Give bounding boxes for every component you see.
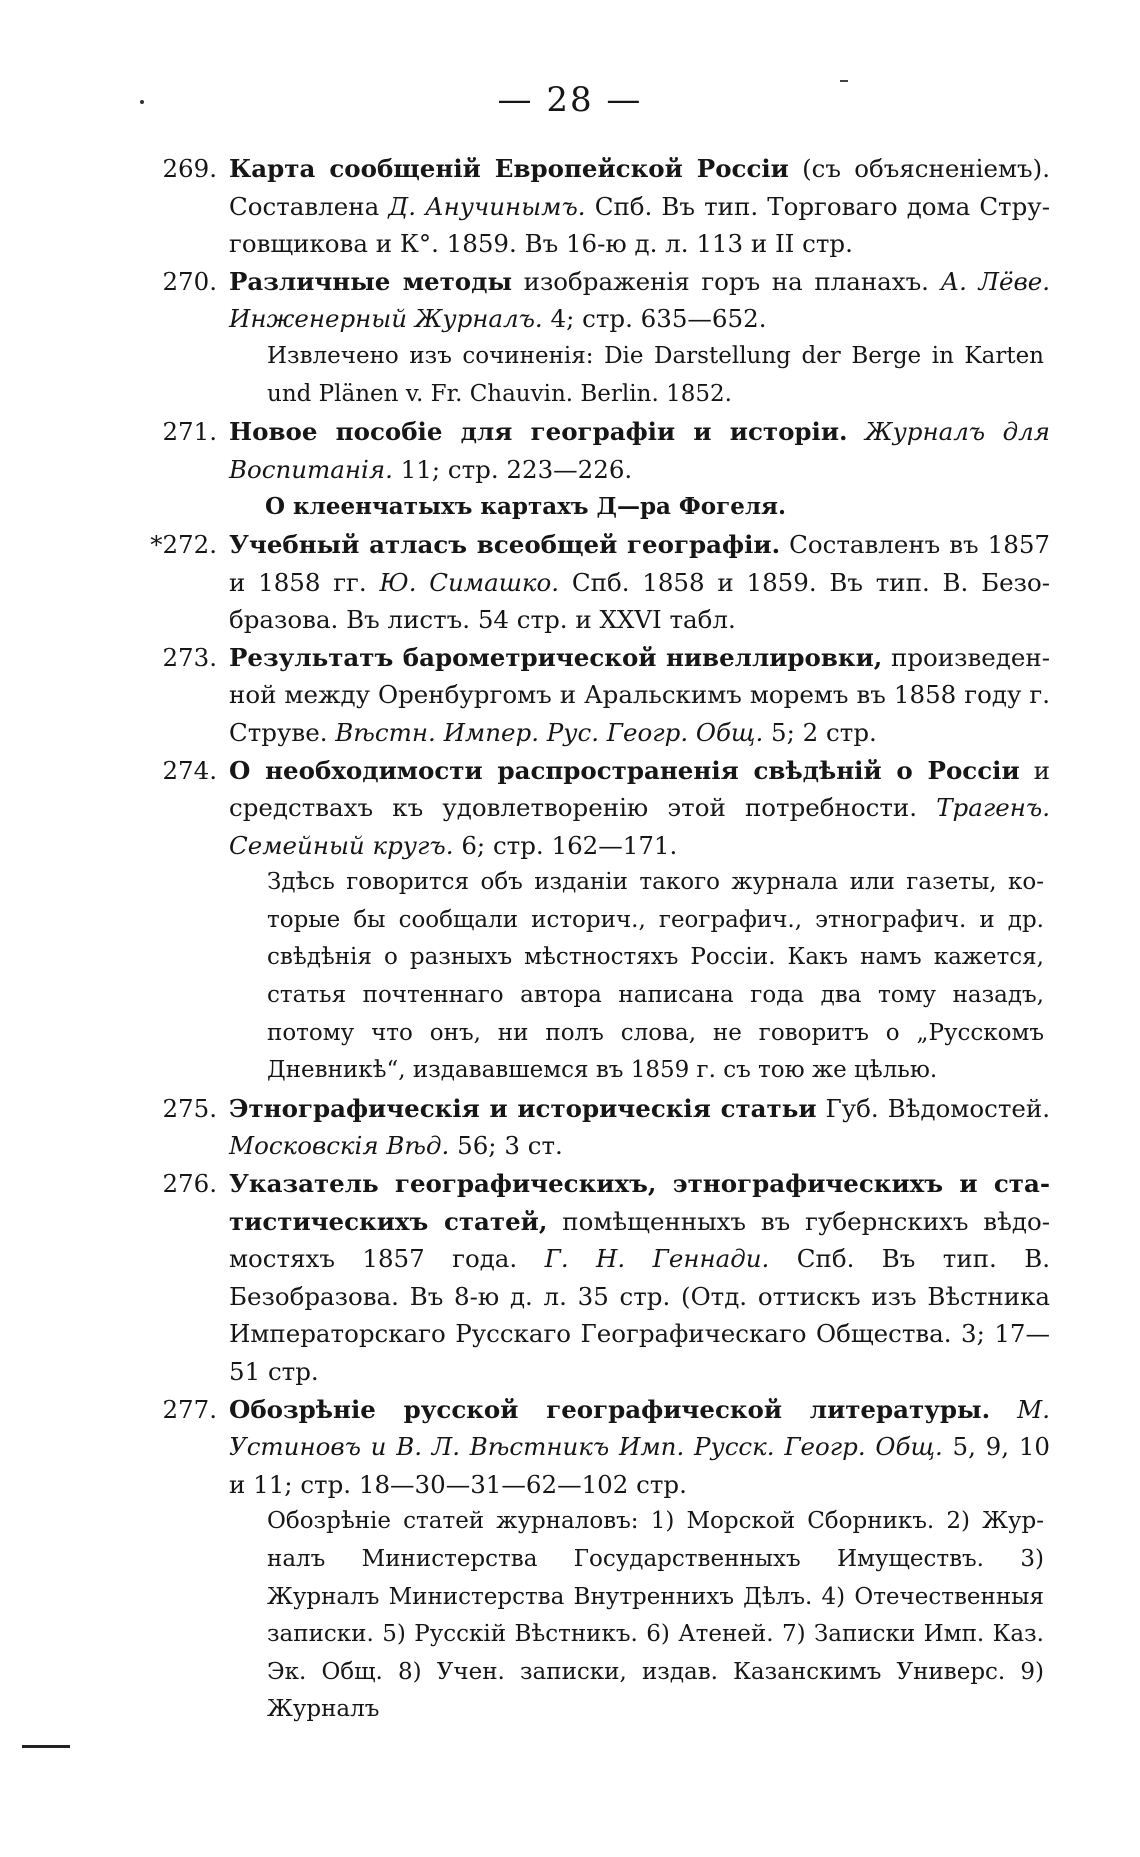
entry-imprint: 5; 2 стр. [763, 717, 877, 747]
margin-dash-mark [22, 1745, 70, 1748]
entry-276 [145, 1165, 1050, 1391]
entry-imprint: Спб. Въ тип. Торговаго дома Струговщикова и К°. 1859. Въ 16-ю д. л. 113 и II стр. [229, 191, 1050, 259]
entry-272 [145, 526, 1050, 639]
entry-imprint: 56; 3 ст. [449, 1131, 563, 1161]
entry-text: и средствахъ къ удовлетворенію этой потребности. [229, 755, 1050, 823]
entry-title: Обозрѣніе русской географической литературы. [229, 1394, 991, 1424]
entry-title: Указатель географическихъ, этнографическихъ и статистическихъ статей, [229, 1169, 1050, 1236]
entry-270 [145, 263, 1050, 413]
entry-274 [145, 752, 1050, 1090]
entry-title: Этнографическія и историческія статьи [229, 1093, 817, 1123]
entry-text: Составленъ въ 1857 и 1858 гг. [229, 529, 1050, 597]
entry-text: произведенной между Оренбургомъ и Аральскимъ моремъ въ 1858 году г. Струве. [229, 642, 1050, 747]
page-number: — 28 — [497, 80, 643, 120]
entry-author: Ю. Симашко. [379, 567, 560, 597]
entry-subtitle: (съ объясненіемъ). [788, 154, 1050, 183]
entry-275 [145, 1090, 1050, 1165]
entry-text: помѣщенныхъ въ губернскихъ вѣдомостяхъ 1857 года. [229, 1206, 1050, 1274]
entry-note: Извлечено изъ сочиненія: Die Darstellung der Berge in Karten und Plänen v. Fr. Chauvin. Berlin. 1852. [267, 342, 1044, 407]
entry-author: Трагенъ. Семейный кругъ. [229, 793, 1050, 860]
entry-imprint: 5, 9, 10 и 11; стр. 18—30—31—62—102 стр. [229, 1432, 1051, 1499]
entry-number: 274. [162, 755, 217, 785]
entry-title: Учебный атласъ всеобщей географіи. [229, 529, 781, 559]
entry-imprint: Спб. Въ тип. В. Безобразова. Въ 8-ю д. л. 35 стр. (Отд. оттискъ изъ Вѣстника Императорскаго Русскаго Географическаго Общества. 3; 17—51 стр. [229, 1244, 1050, 1386]
entry-author: Г. Н. Геннади. [544, 1244, 770, 1274]
entry-note: О клеенчатыхъ картахъ Д—ра Фогеля. [265, 493, 787, 521]
entry-number: 277. [162, 1394, 217, 1424]
entry-imprint: 6; стр. 162—171. [453, 830, 678, 860]
entry-273 [145, 639, 1050, 752]
entry-imprint: Спб. 1858 и 1859. Въ тип. В. Безобразова. Въ листъ. 54 стр. и XXVI табл. [229, 567, 1050, 635]
entry-imprint: 11; стр. 223—226. [392, 454, 633, 484]
entry-author: Д. Анучинымъ. [388, 191, 586, 221]
entry-title: Карта сообщеній Европейской Россіи [229, 154, 789, 183]
entry-source: Журналъ для Воспитанія. [229, 417, 1050, 484]
entry-277 [145, 1391, 1050, 1729]
entry-text: Составлена [229, 191, 389, 221]
entry-source: Вѣстн. Импер. Рус. Геогр. Общ. [335, 717, 764, 747]
entry-number: 271. [162, 417, 217, 447]
entry-title: О необходимости распространенія свѣдѣній о Россіи [229, 755, 1020, 785]
entry-imprint: 4; стр. 635—652. [542, 304, 767, 334]
bibliography-list [145, 150, 1050, 1729]
entry-note: Здѣсь говорится объ изданіи такого журнала или газеты, которые бы сообщали историч., географич., этнографич. и др. свѣдѣнія о разныхъ мѣстностяхъ Россіи. Какъ намъ кажется, статья почтеннаго автора написана года два тому назадъ, потому что онъ, ни полъ слова, не говоритъ о „Русскомъ Дневникѣ“, издававшемся въ 1859 г. съ тою же цѣлью. [267, 869, 1044, 1084]
entry-title: Новое пособіе для географіи и исторіи. [229, 417, 848, 447]
entry-number: 270. [162, 266, 217, 296]
entry-subtitle: изображенія горъ на планахъ. [512, 266, 941, 296]
entry-source: А. Лёве. Инженерный Журналъ. [229, 266, 1050, 334]
entry-title: Результатъ барометрической нивеллировки, [229, 642, 883, 672]
entry-number: 273. [162, 642, 217, 672]
entry-note: Обозрѣніе статей журналовъ: 1) Морской Сборникъ. 2) Журналъ Министерства Государственныхъ Имуществъ. 3) Журналъ Министерства Внутреннихъ Дѣлъ. 4) Отечественныя записки. 5) Русскій Вѣстникъ. 6) Атеней. 7) Записки Имп. Каз. Эк. Общ. 8) Учен. записки, издав. Казанскимъ Универс. 9) Журналъ [267, 1508, 1044, 1723]
entry-number: 275. [162, 1093, 217, 1123]
entry-271 [145, 413, 1050, 526]
entry-title: Различные методы [229, 266, 513, 296]
entry-author: М. Устиновъ и В. Л. Вѣстникъ Имп. Русск. Геогр. Общ. [229, 1394, 1051, 1462]
entry-number: 276. [162, 1169, 217, 1199]
entry-text: Губ. Вѣдомостей. [816, 1093, 1050, 1123]
entry-269 [145, 150, 1050, 263]
entry-number: 269. [162, 154, 217, 183]
entry-number: *272. [150, 529, 217, 559]
entry-source: Московскія Вѣд. [229, 1131, 450, 1161]
